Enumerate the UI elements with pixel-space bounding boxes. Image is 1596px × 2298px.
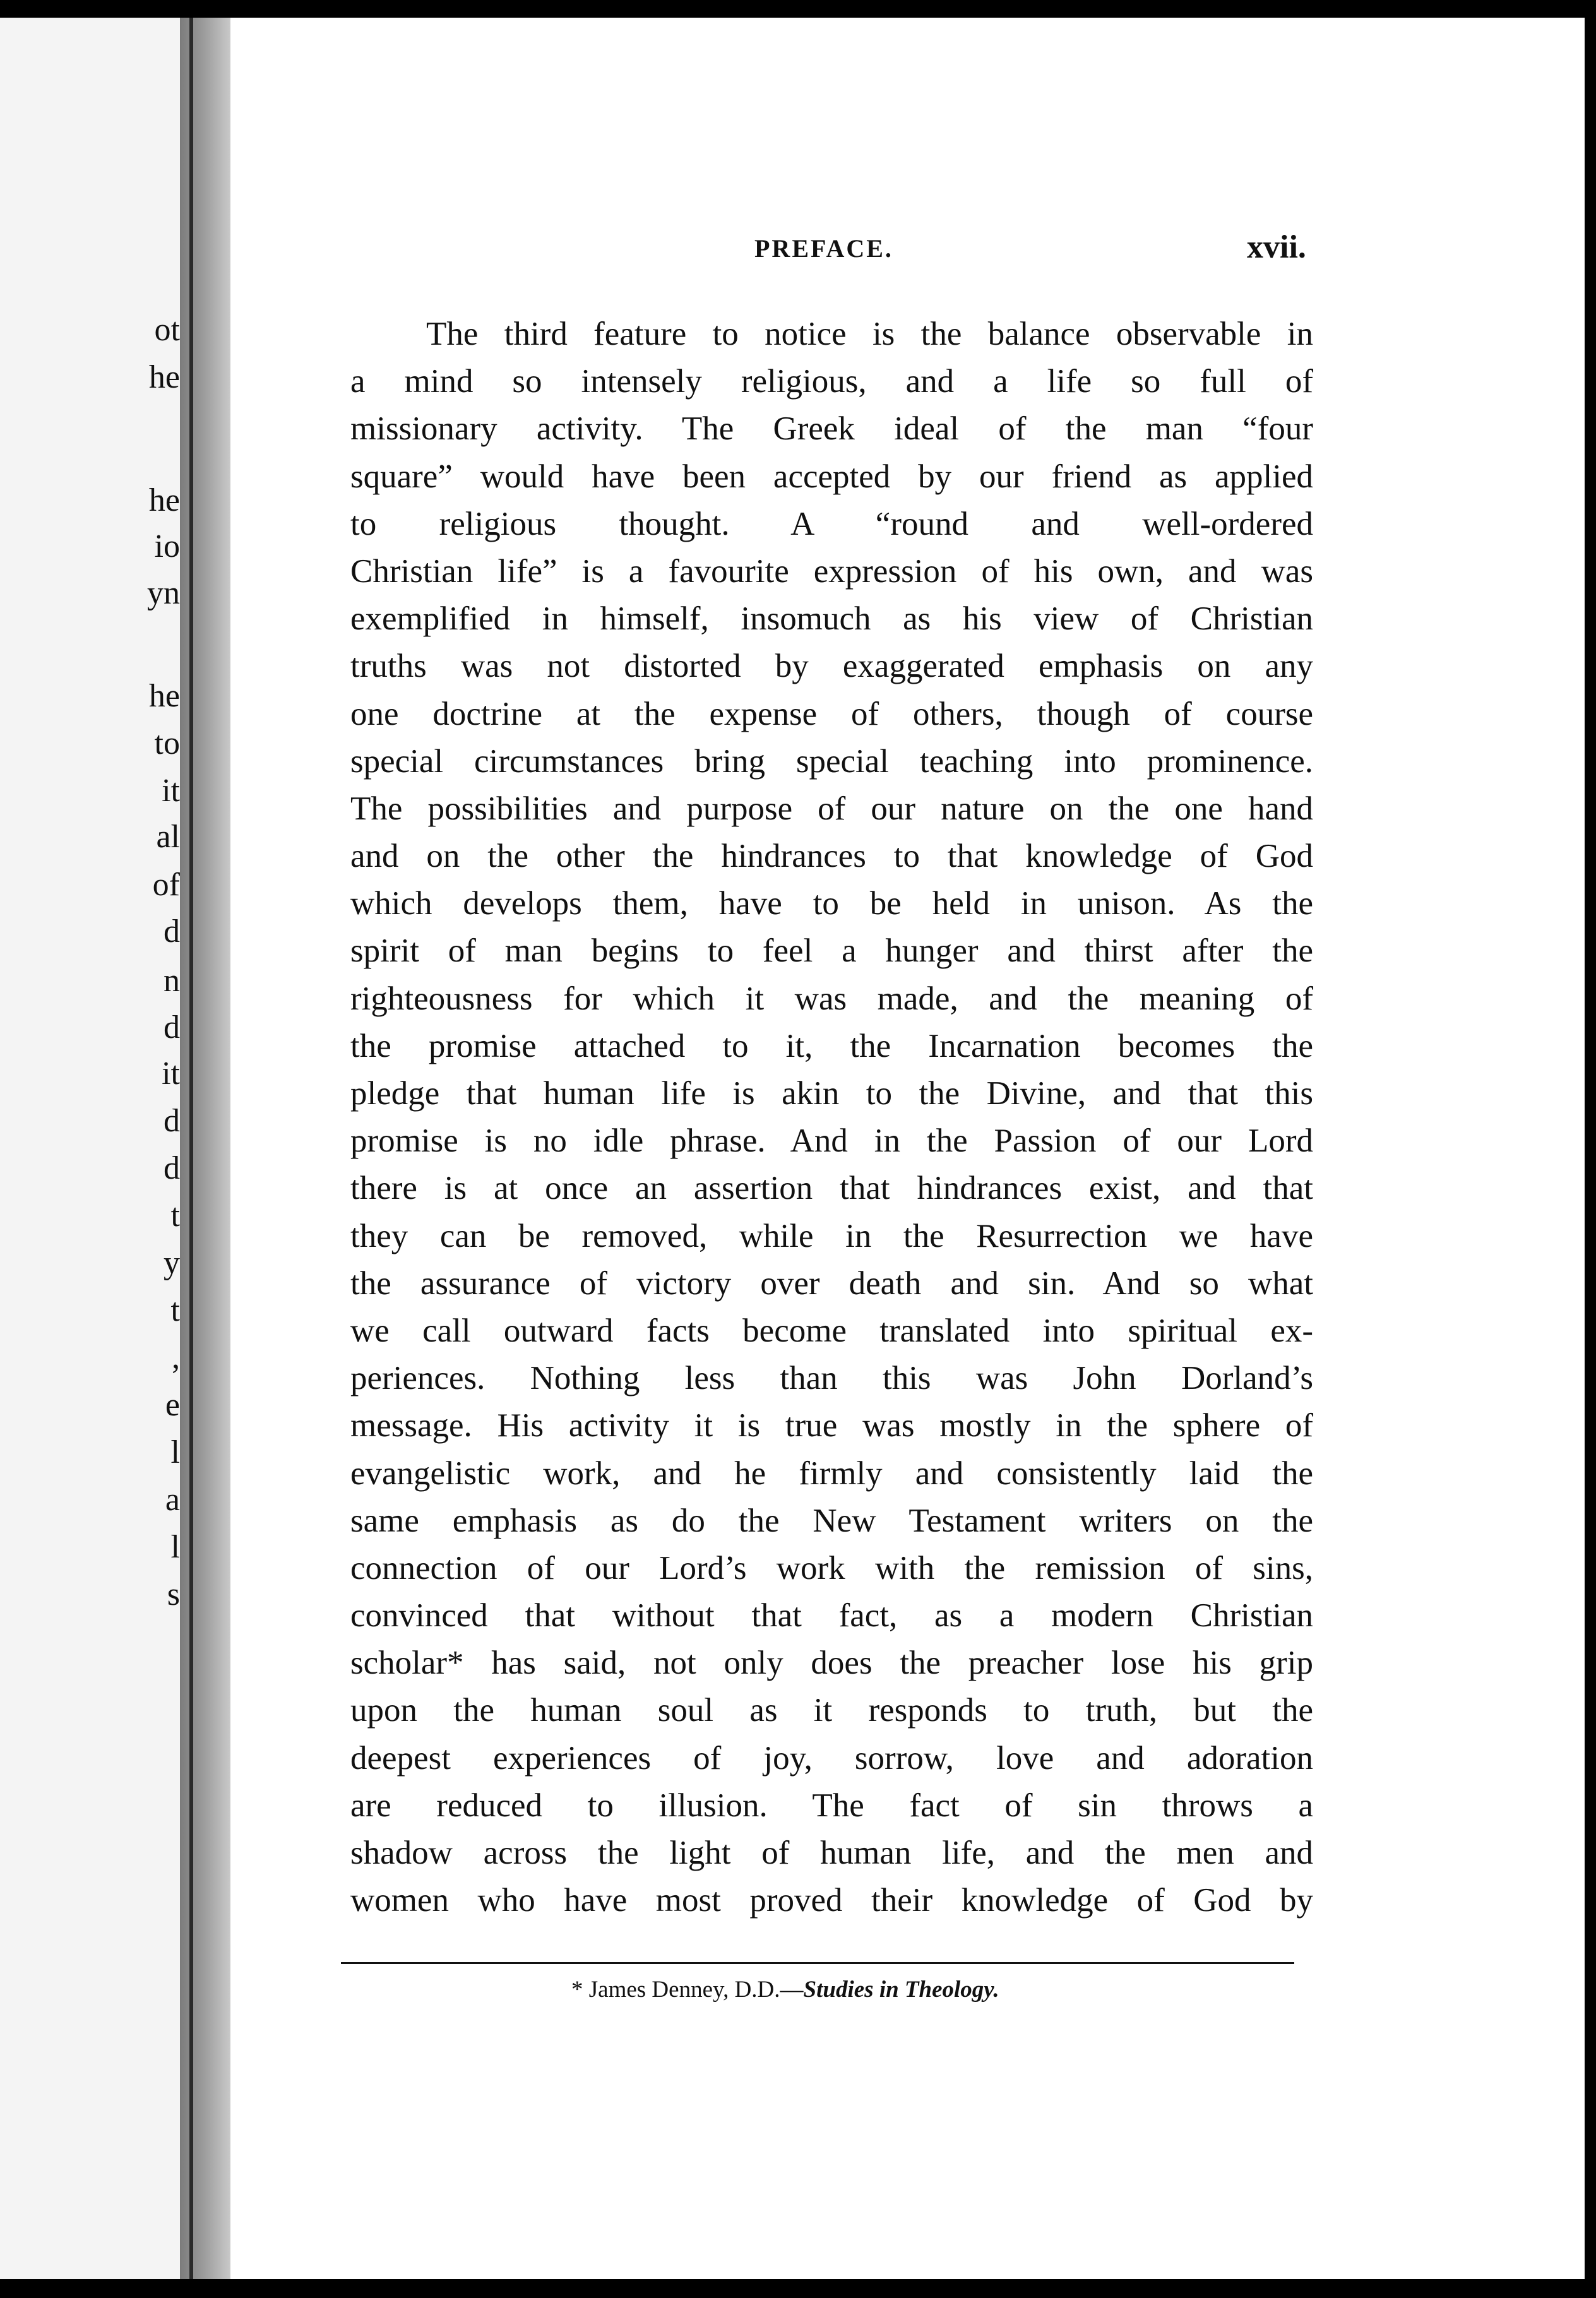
text-line: truths was not distorted by exaggerated emphasis on any: [350, 648, 1313, 685]
scan-border-top: [0, 0, 1596, 18]
left-fragment: io: [154, 528, 180, 564]
text-line: evangelistic work, and he firmly and consistently laid the: [350, 1455, 1313, 1492]
text-line: which develops them, have to be held in unison. As the: [350, 885, 1313, 922]
left-fragment: l: [170, 1529, 180, 1565]
text-line: promise is no idle phrase. And in the Passion of our Lord: [350, 1122, 1313, 1160]
left-fragment: ot: [154, 312, 180, 348]
text-line: the promise attached to it, the Incarnation becomes the: [350, 1027, 1313, 1064]
text-line: upon the human soul as it responds to truth, but the: [350, 1692, 1313, 1729]
left-fragment: to: [154, 725, 180, 761]
left-fragment: it: [162, 773, 180, 809]
left-fragment: s: [167, 1576, 180, 1612]
left-fragment: d: [164, 914, 180, 950]
text-line: scholar* has said, not only does the preacher lose his grip: [350, 1645, 1313, 1682]
text-line: missionary activity. The Greek ideal of the man “four: [350, 410, 1313, 448]
left-fragment: a: [165, 1482, 180, 1518]
text-line: we call outward facts become translated into spiritual ex-: [350, 1312, 1313, 1349]
book-gutter-shadow: [180, 18, 230, 2279]
left-fragment: he: [148, 678, 180, 714]
text-line: The third feature to notice is the balance observable in: [426, 316, 1313, 352]
text-line: periences. Nothing less than this was John Dorland’s: [350, 1360, 1313, 1397]
book-gutter-edge: [189, 18, 193, 2279]
left-page: [0, 18, 180, 2279]
footnote-marker: *: [571, 1977, 583, 2003]
text-line: special circumstances bring special teaching into prominence.: [350, 742, 1313, 780]
running-head: PREFACE.: [754, 234, 893, 263]
text-line: to religious thought. A “round and well-ordered: [350, 505, 1313, 542]
text-line: righteousness for which it was made, and the meaning of: [350, 980, 1313, 1017]
left-fragment: he: [148, 482, 180, 518]
left-fragment: n: [164, 963, 180, 999]
left-fragment: l: [170, 1434, 180, 1470]
left-page-text-fragments: [0, 18, 180, 2279]
text-line: the assurance of victory over death and sin. And so what: [350, 1265, 1313, 1302]
text-line: square” would have been accepted by our friend as applied: [350, 458, 1313, 495]
text-line: they can be removed, while in the Resurrection we have: [350, 1217, 1313, 1254]
left-fragment: y: [164, 1245, 180, 1281]
text-line: and on the other the hindrances to that knowledge of God: [350, 838, 1313, 875]
footnote-author: James Denney, D.D.—: [588, 1977, 804, 2003]
left-fragment: d: [164, 1150, 180, 1186]
left-fragment: ,: [172, 1340, 180, 1376]
body-paragraph: [350, 311, 1313, 1924]
page-number: xvii.: [1247, 229, 1306, 265]
text-line: there is at once an assertion that hindrances exist, and that: [350, 1170, 1313, 1207]
left-fragment: he: [148, 359, 180, 395]
text-line: pledge that human life is akin to the Divine, and that this: [350, 1075, 1313, 1112]
left-fragment: al: [156, 819, 180, 855]
text-line: convinced that without that fact, as a modern Christian: [350, 1597, 1313, 1634]
text-line: message. His activity it is true was mostly in the sphere of: [350, 1407, 1313, 1444]
text-line: deepest experiences of joy, sorrow, love and adoration: [350, 1739, 1313, 1777]
scan-border-bottom: [0, 2279, 1596, 2298]
text-line: The possibilities and purpose of our nature on the one hand: [350, 790, 1313, 827]
footnote: [571, 1976, 999, 2003]
text-line: same emphasis as do the New Testament writers on the: [350, 1502, 1313, 1539]
left-fragment: yn: [147, 575, 180, 611]
scan-border-right: [1585, 0, 1596, 2298]
text-line: spirit of man begins to feel a hunger and thirst after the: [350, 932, 1313, 970]
text-line: are reduced to illusion. The fact of sin throws a: [350, 1787, 1313, 1824]
left-fragment: t: [170, 1292, 180, 1328]
left-fragment: d: [164, 1009, 180, 1045]
left-fragment: t: [170, 1198, 180, 1234]
left-fragment: d: [164, 1103, 180, 1139]
text-line: women who have most proved their knowledge of God by: [350, 1882, 1313, 1919]
left-fragment: e: [165, 1387, 180, 1423]
left-fragment: it: [162, 1056, 180, 1092]
text-line: connection of our Lord’s work with the remission of sins,: [350, 1549, 1313, 1587]
text-line: one doctrine at the expense of others, though of course: [350, 695, 1313, 732]
footnote-title: Studies in Theology.: [803, 1977, 999, 2003]
footnote-rule: [341, 1962, 1294, 1964]
text-line: Christian life” is a favourite expression of his own, and was: [350, 552, 1313, 590]
text-line: exemplified in himself, insomuch as his view of Christian: [350, 600, 1313, 638]
text-line: a mind so intensely religious, and a life so full of: [350, 363, 1313, 400]
left-fragment: of: [152, 867, 180, 903]
text-line: shadow across the light of human life, and the men and: [350, 1835, 1313, 1871]
